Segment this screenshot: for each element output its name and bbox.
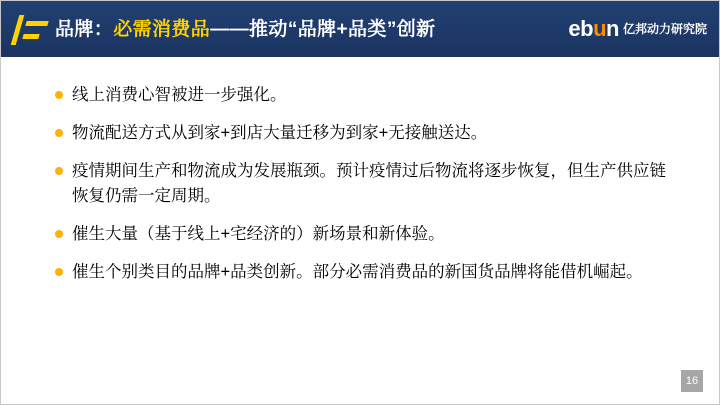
logo-wordmark bbox=[568, 18, 619, 40]
bullet-dot-icon bbox=[55, 91, 63, 99]
list-item bbox=[55, 222, 675, 247]
bullet-list bbox=[55, 83, 675, 298]
list-item bbox=[55, 159, 675, 209]
list-item bbox=[55, 83, 675, 108]
list-item-text: 疫情期间生产和物流成为发展瓶颈。预计疫情过后物流将逐步恢复，但生产供应链恢复仍需一定周期。 bbox=[72, 162, 666, 206]
page-title bbox=[55, 14, 436, 41]
bullet-dot-icon bbox=[55, 230, 63, 238]
list-item-text: 物流配送方式从到家+到店大量迁移为到家+无接触送达。 bbox=[72, 124, 488, 143]
logo-wordmark-accent: u bbox=[593, 16, 607, 41]
bullet-dot-icon bbox=[55, 167, 63, 175]
list-item-text: 催生大量（基于线上+宅经济的）新场景和新体验。 bbox=[72, 225, 445, 244]
list-item-text: 催生个别类目的品牌+品类创新。部分必需消费品的新国货品牌将能借机崛起。 bbox=[72, 263, 643, 282]
logo-institute-name: 亿邦动力研究院 bbox=[622, 22, 707, 36]
page-title-prefix: 品牌： bbox=[55, 19, 114, 40]
decorative-accent-icon bbox=[15, 11, 49, 47]
logo-wordmark-part-b: n bbox=[606, 16, 619, 41]
list-item bbox=[55, 260, 675, 285]
slide-header bbox=[1, 1, 720, 57]
bullet-dot-icon bbox=[55, 129, 63, 137]
bullet-dot-icon bbox=[55, 268, 63, 276]
page-title-highlight: 必需消费品 bbox=[113, 19, 211, 40]
page-number-badge: 16 bbox=[681, 370, 703, 392]
page-title-suffix: ——推动“品牌+品类”创新 bbox=[210, 19, 436, 40]
logo-wordmark-part-a: eb bbox=[568, 16, 594, 41]
brand-logo bbox=[568, 15, 707, 43]
list-item bbox=[55, 121, 675, 146]
list-item-text: 线上消费心智被进一步强化。 bbox=[72, 86, 287, 104]
